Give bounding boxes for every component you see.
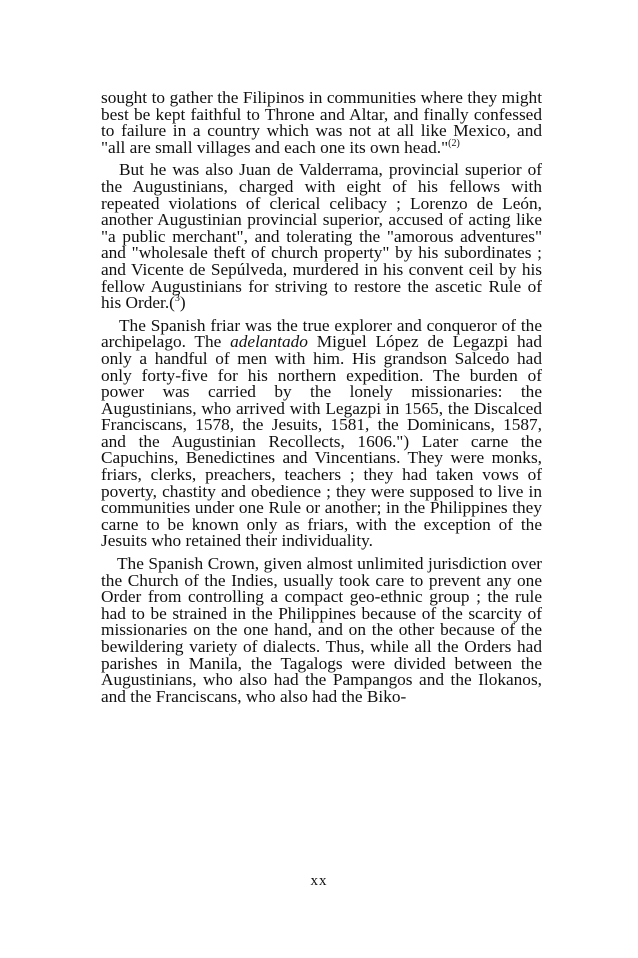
footnote-ref-2: (2) (448, 138, 460, 150)
paragraph-3 (101, 315, 542, 551)
paragraph-2-text: But he was also Juan de Valderrama, provincial superior of the Augustinians, charged with eight of his fellows with repeated violations of clerical celibacy ; Lorenzo de León, another Augustinian provincial superior, accused of acting like "a public merchant", and tolerating the "amorous adventures" and "wholesale theft of church property" by his subordinates ; and Vicente de Sepúlveda, murdered in his convent ceil by his fellow Augustinians for striving to restore the ascetic Rule of his Order.( (101, 160, 542, 313)
paragraph-3-italic-term: adelantado (230, 332, 308, 352)
paragraph-1 (101, 90, 542, 156)
page-number: xx (310, 873, 328, 889)
paragraph-2-tail: ) (179, 293, 186, 313)
page-body (101, 90, 542, 705)
paragraph-1-text: sought to gather the Filipinos in communities where they might best be kept faithful to Throne and Altar, and finally confessed to failure in a country which was not at all like Mexico, and "all are small villages and each one its own head." (101, 88, 542, 157)
paragraph-3-text-b: Miguel López de Legazpi had only a handful of men with him. His grandson Salcedo had only forty-five for his northern expedition. The burden of power was carried by the lonely missionaries: the Augustinians, who arrived with Legazpi in 1565, the Discalced Franciscans, 1578, the Jesuits, 1581, the Dominicans, 1587, and the Augustinian Recollects, 1606.") Later carne the Capuchins, Benedictines and Vincentians. They were monks, friars, clerks, preachers, teachers ; they had taken vows of poverty, chastity and obedience ; they were supposed to live in communities under one Rule or another; in the Philippines they carne to be known only as friars, with the exception of the Jesuits who retained their individuality. (101, 332, 542, 551)
paragraph-3-text-a: The Spanish friar was the true explorer and conqueror of the archipelago. The (101, 315, 542, 352)
paragraph-4 (101, 556, 542, 705)
paragraph-2 (101, 162, 542, 311)
footnote-ref-3: 3 (174, 293, 180, 305)
paragraph-4-text: The Spanish Crown, given almost unlimited jurisdiction over the Church of the Indies, usually took care to prevent any one Order from controlling a compact geo-ethnic group ; the rule had to be strained in the Philippines because of the scarcity of missionaries on the one hand, and on the other because of the bewildering variety of dialects. Thus, while all the Orders had parishes in Manila, the Tagalogs were divided between the Augustinians, who also had the Pampangos and the Ilokanos, and the Franciscans, who also had the Biko- (101, 554, 542, 706)
